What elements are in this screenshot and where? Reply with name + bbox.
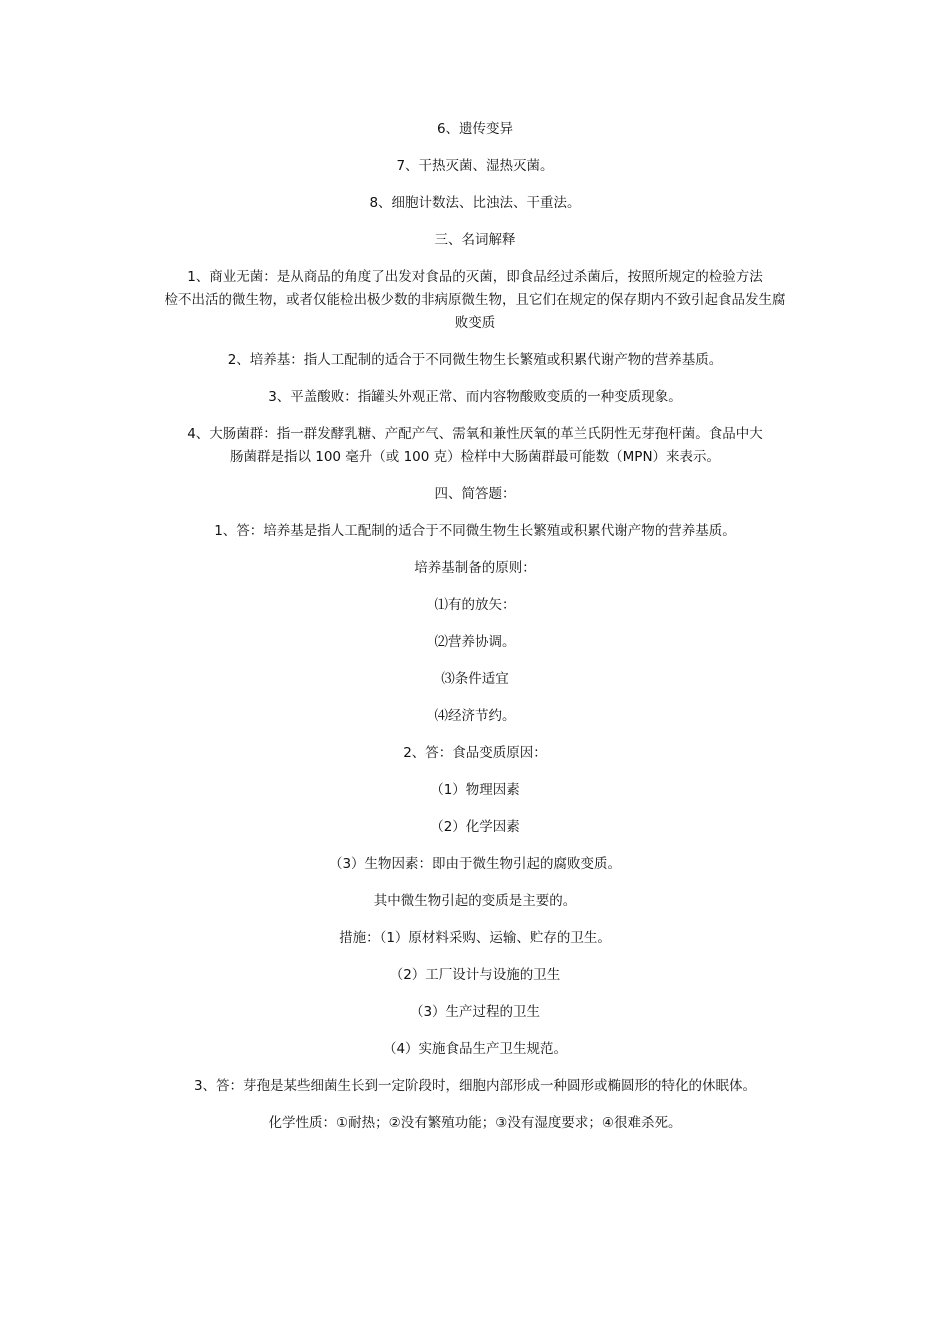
measure-item: （2）工厂设计与设施的卫生 [389, 967, 561, 983]
chemical-properties: 化学性质：①耐热；②没有繁殖功能；③没有湿度要求；④很难杀死。 [268, 1115, 682, 1131]
measure-item: （3）生产过程的卫生 [409, 1004, 541, 1020]
measure-item: 措施：（1）原材料采购、运输、贮存的卫生。 [339, 930, 611, 946]
definition-medium: 2、培养基：指人工配制的适合于不同微生物生长繁殖或积累代谢产物的营养基质。 [227, 352, 723, 368]
principle-item: ⑴有的放矢： [434, 597, 516, 613]
definition-flat-sour: 3、平盖酸败：指罐头外观正常、而内容物酸败变质的一种变质现象。 [268, 389, 682, 405]
cause-item: （1）物理因素 [430, 782, 520, 798]
definition-coliform-line-1: 4、大肠菌群：指一群发酵乳糖、产配产气、需氧和兼性厌氧的革兰氏阴性无芽孢杆菌。食品中大 [187, 426, 763, 442]
answer-6: 6、遗传变异 [436, 121, 514, 137]
principle-item: ⑵营养协调。 [434, 634, 516, 650]
main-cause: 其中微生物引起的变质是主要的。 [373, 893, 577, 909]
definition-commercial-sterility-line-3: 败变质 [454, 315, 496, 331]
cause-item: （2）化学因素 [430, 819, 520, 835]
answer-4-3: 3、答：芽孢是某些细菌生长到一定阶段时，细胞内部形成一种圆形或椭圆形的特化的休眠体。 [193, 1078, 757, 1094]
answer-4-2: 2、答：食品变质原因： [403, 745, 547, 761]
definition-commercial-sterility [140, 266, 810, 335]
definition-coliform-line-2: 肠菌群是指以 100 毫升（或 100 克）检样中大肠菌群最可能数（MPN）来表示。 [229, 449, 721, 465]
section-4-heading: 四、简答题： [434, 486, 516, 502]
definition-coliform [140, 423, 810, 469]
answer-8: 8、细胞计数法、比浊法、干重法。 [369, 195, 581, 211]
principle-item: ⑶条件适宜 [441, 671, 509, 687]
principle-item: ⑷经济节约。 [434, 708, 516, 724]
definition-commercial-sterility-line-1: 1、商业无菌：是从商品的角度了出发对食品的灭菌，即食品经过杀菌后，按照所规定的检验方法 [187, 269, 763, 285]
section-3-heading: 三、名词解释 [434, 232, 516, 248]
measure-item: （4）实施食品生产卫生规范。 [382, 1041, 568, 1057]
answer-7: 7、干热灭菌、湿热灭菌。 [396, 158, 554, 174]
principles-title: 培养基制备的原则： [414, 560, 536, 576]
document-content [140, 118, 810, 1134]
cause-item: （3）生物因素：即由于微生物引起的腐败变质。 [328, 856, 622, 872]
answer-4-1: 1、答：培养基是指人工配制的适合于不同微生物生长繁殖或积累代谢产物的营养基质。 [214, 523, 736, 539]
definition-commercial-sterility-line-2: 检不出活的微生物，或者仅能检出极少数的非病原微生物，且它们在规定的保存期内不致引起食品发生腐 [164, 292, 786, 308]
